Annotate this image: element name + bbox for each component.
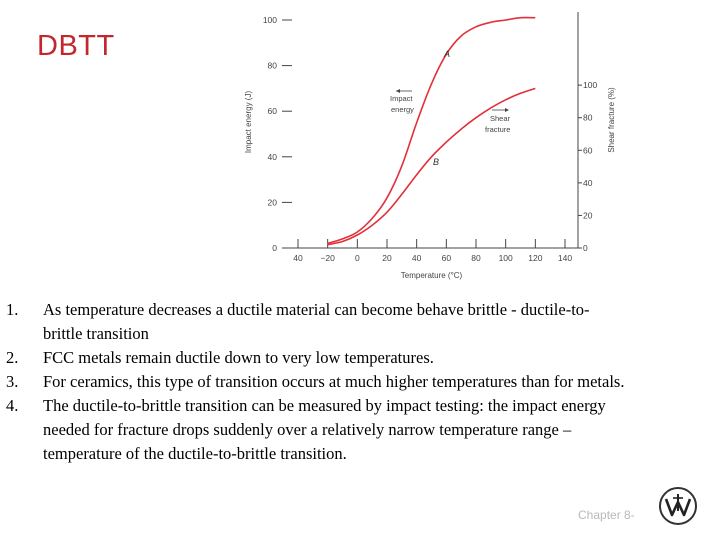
list-number: 3. [6,372,19,391]
x-tick-label: 140 [557,253,573,263]
x-tick-label: −20 [320,253,335,263]
y2-tick-label: 40 [583,177,593,188]
x-tick-label: 100 [498,253,513,263]
slide-title: DBTT [37,30,115,62]
list-item [6,298,626,346]
y-tick-label: 20 [267,197,277,208]
annotation-impact-energy-line1: Impact [390,94,413,103]
y-tick-label: 0 [272,243,277,253]
annotation-shear-fracture-line1: Shear [490,114,511,123]
x-axis-label: Temperature (°C) [400,271,463,280]
x-tick-label: 120 [528,253,543,263]
arrow-icon [396,89,400,93]
notes-list [6,298,626,466]
x-tick-label: 0 [354,253,360,263]
list-text: The ductile-to-brittle transition can be measured by impact testing: the impact energy needed for fracture drops suddenly over a relatively narrow temperature range – temperature of the ductile-to-brittle transition. [43,396,606,463]
list-item [6,346,626,370]
x-tick-label: 40 [293,253,303,263]
y2-tick-label: 0 [583,243,588,253]
list-item [6,370,626,394]
y-tick-label: 40 [267,151,277,162]
list-number: 4. [6,396,19,415]
publisher-logo-icon [657,485,699,527]
y2-tick-label: 20 [583,210,593,221]
list-text: As temperature decreases a ductile material can become behave brittle - ductile-to-brittle transition [43,300,590,343]
y-tick-label: 60 [267,106,277,117]
arrow-icon [505,108,509,112]
y-tick-label: 80 [267,60,277,71]
list-text: For ceramics, this type of transition occurs at much higher temperatures than for metals. [43,372,625,391]
annotation-a: A [444,49,451,59]
y2-tick-label: 100 [583,80,598,91]
series-line-b [328,88,536,244]
list-text: FCC metals remain ductile down to very low temperatures. [43,348,434,367]
y2-axis-label: Shear fracture (%) [607,87,616,153]
list-number: 1. [6,300,19,319]
y2-tick-label: 80 [583,112,593,123]
annotation-shear-fracture-line2: fracture [485,125,511,134]
annotation-impact-energy-line2: energy [391,105,414,114]
list-item [6,394,626,466]
y-tick-label: 100 [262,15,277,25]
x-tick-label: 60 [441,253,452,263]
footer-chapter: Chapter 8- [578,508,635,522]
x-tick-label: 20 [382,253,392,263]
x-tick-label: 80 [471,253,481,263]
y-axis-label: Impact energy (J) [244,90,253,154]
y2-tick-label: 60 [583,145,593,156]
list-number: 2. [6,348,19,367]
chart-axes [244,12,616,280]
annotation-b: B [433,157,440,167]
x-tick-label: 40 [411,253,422,263]
